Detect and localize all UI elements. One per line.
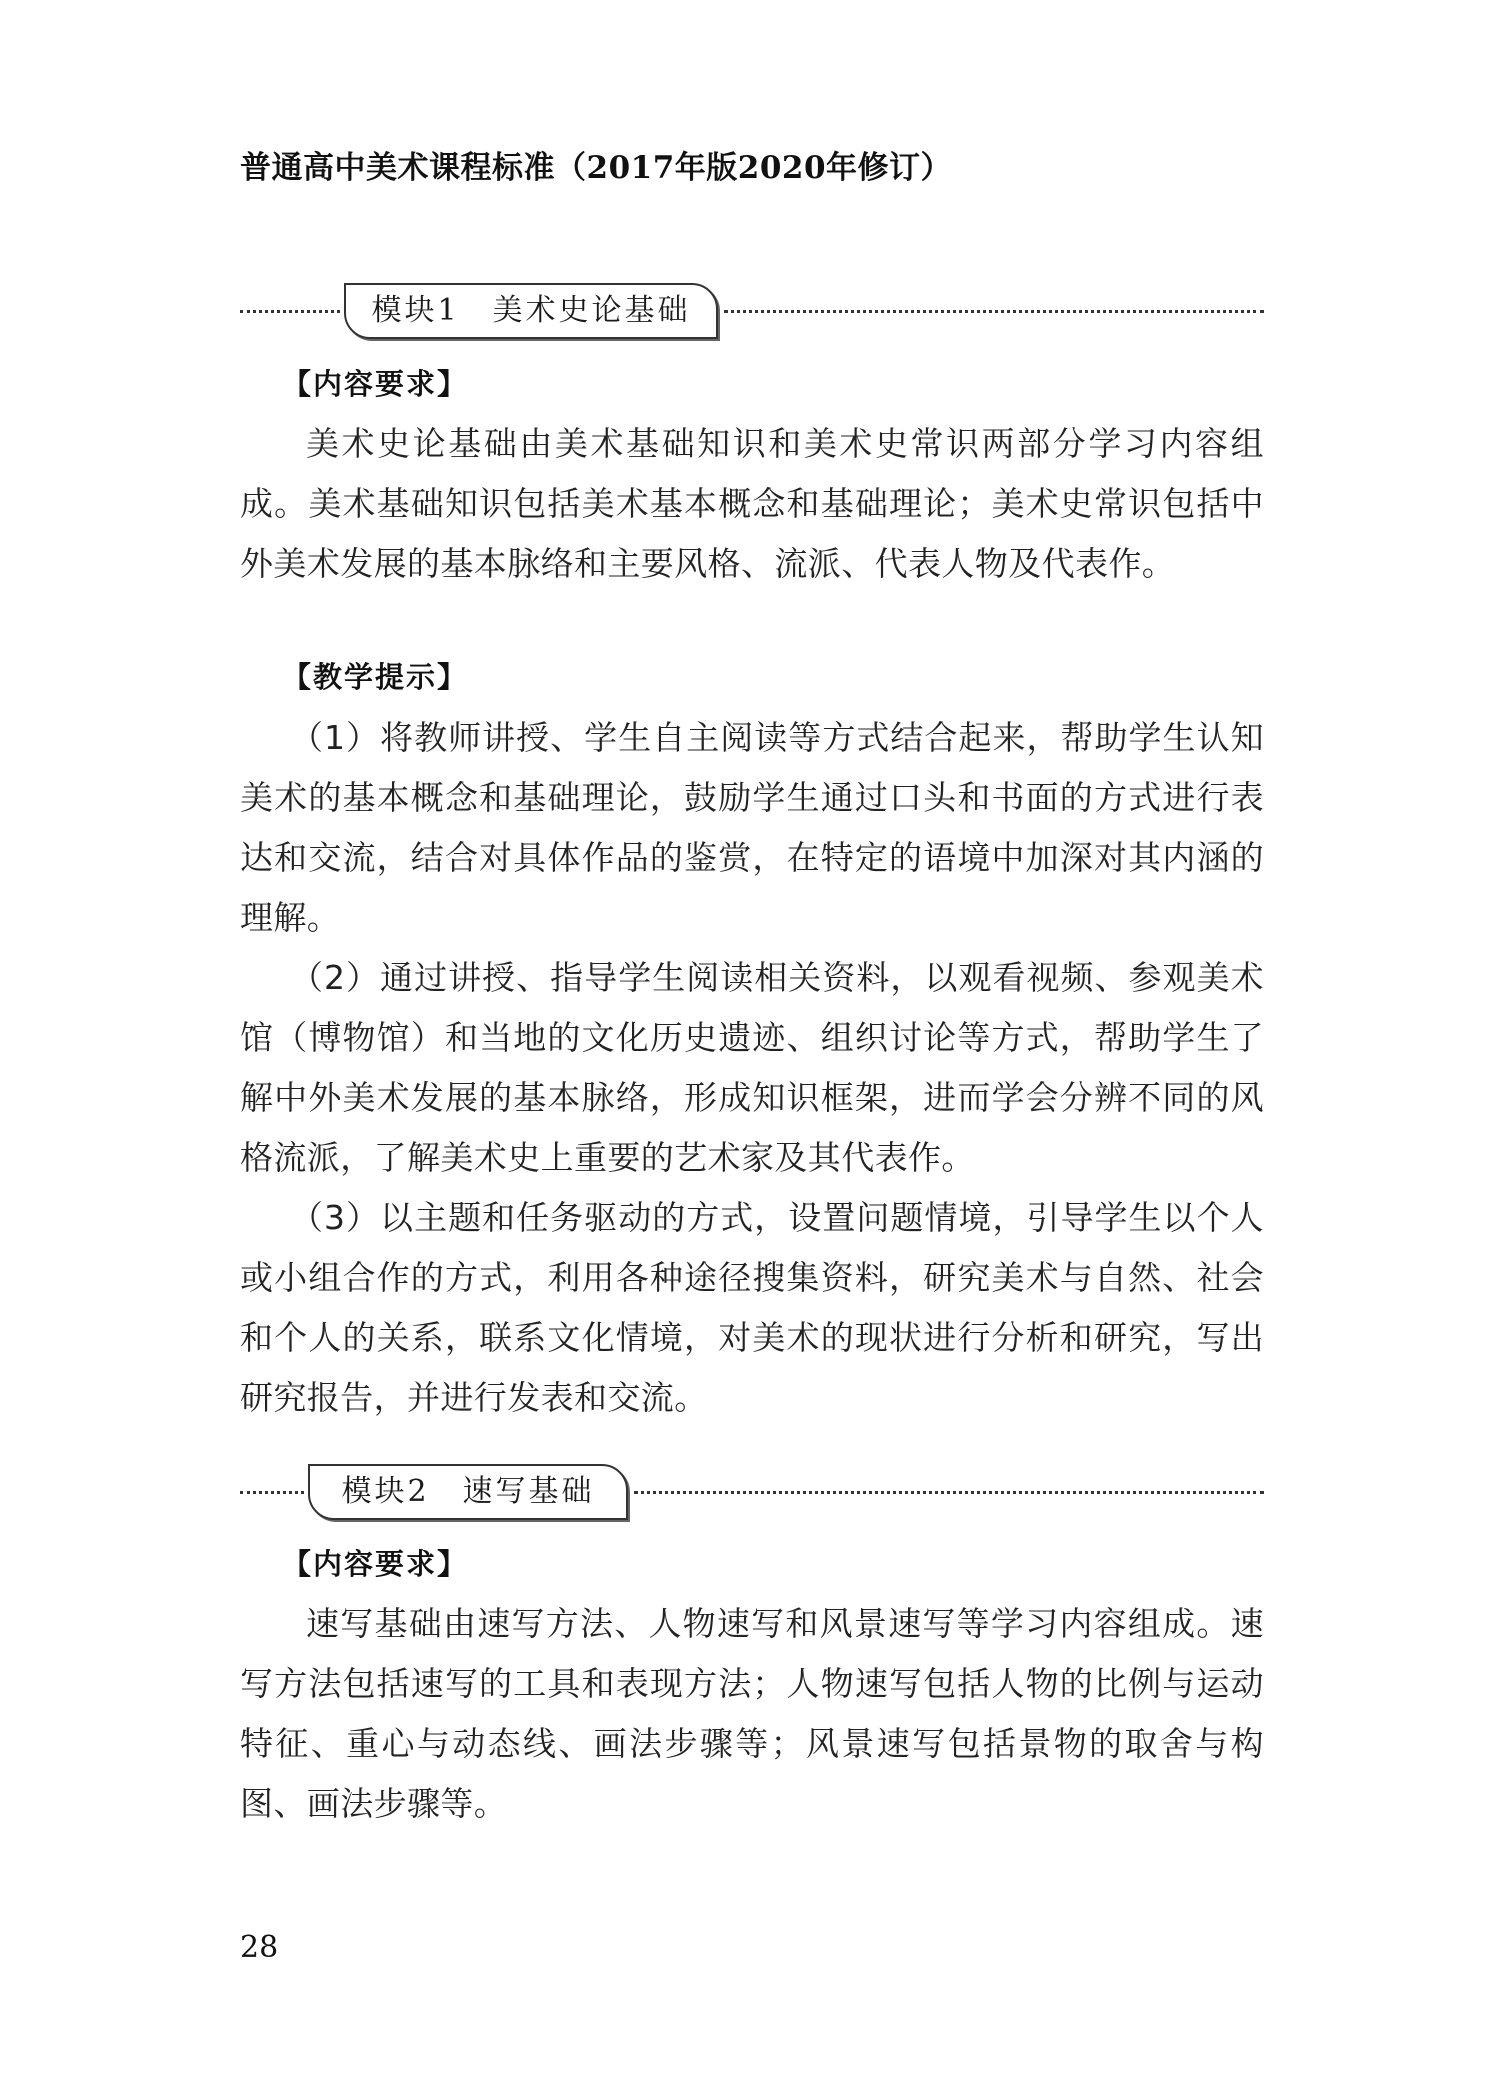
dotted-rule-left — [240, 310, 340, 313]
module-1-content-text: 美术史论基础由美术基础知识和美术史常识两部分学习内容组成。美术基础知识包括美术基本概念和基础理论；美术史常识包括中外美术发展的基本脉络和主要风格、流派、代表人物及代表作。 — [240, 424, 1264, 583]
dotted-rule-left — [240, 1491, 304, 1494]
module-1-tab: 模块1 美术史论基础 — [344, 283, 718, 339]
module-1-teaching-heading: 【教学提示】 — [282, 660, 469, 694]
module-1-content-heading: 【内容要求】 — [282, 367, 469, 401]
dotted-rule-right — [634, 1491, 1264, 1494]
teaching-item-3: （3）以主题和任务驱动的方式，设置问题情境，引导学生以个人或小组合作的方式，利用各种途径搜集资料，研究美术与自然、社会和个人的关系，联系文化情境，对美术的现状进行分析和研究，写出研究报告，并进行发表和交流。 — [240, 1198, 1264, 1417]
page-number: 28 — [240, 1930, 279, 1965]
teaching-item-2: （2）通过讲授、指导学生阅读相关资料，以观看视频、参观美术馆（博物馆）和当地的文化历史遗迹、组织讨论等方式，帮助学生了解中外美术发展的基本脉络，形成知识框架，进而学会分辨不同的风格流派，了解美术史上重要的艺术家及其代表作。 — [240, 958, 1264, 1177]
module-2-tab: 模块2 速写基础 — [308, 1464, 628, 1520]
running-header: 普通高中美术课程标准（2017年版2020年修订） — [240, 150, 953, 186]
module-2-content-heading: 【内容要求】 — [282, 1547, 469, 1581]
module-2-heading-bar — [240, 1464, 1264, 1520]
module-1-heading-bar — [240, 283, 1264, 339]
teaching-item-1: （1）将教师讲授、学生自主阅读等方式结合起来，帮助学生认知美术的基本概念和基础理论，鼓励学生通过口头和书面的方式进行表达和交流，结合对具体作品的鉴赏，在特定的语境中加深对其内涵的理解。 — [240, 718, 1264, 937]
dotted-rule-right — [724, 310, 1264, 313]
module-2-content-text: 速写基础由速写方法、人物速写和风景速写等学习内容组成。速写方法包括速写的工具和表现方法；人物速写包括人物的比例与运动特征、重心与动态线、画法步骤等；风景速写包括景物的取舍与构图、画法步骤等。 — [240, 1604, 1264, 1823]
